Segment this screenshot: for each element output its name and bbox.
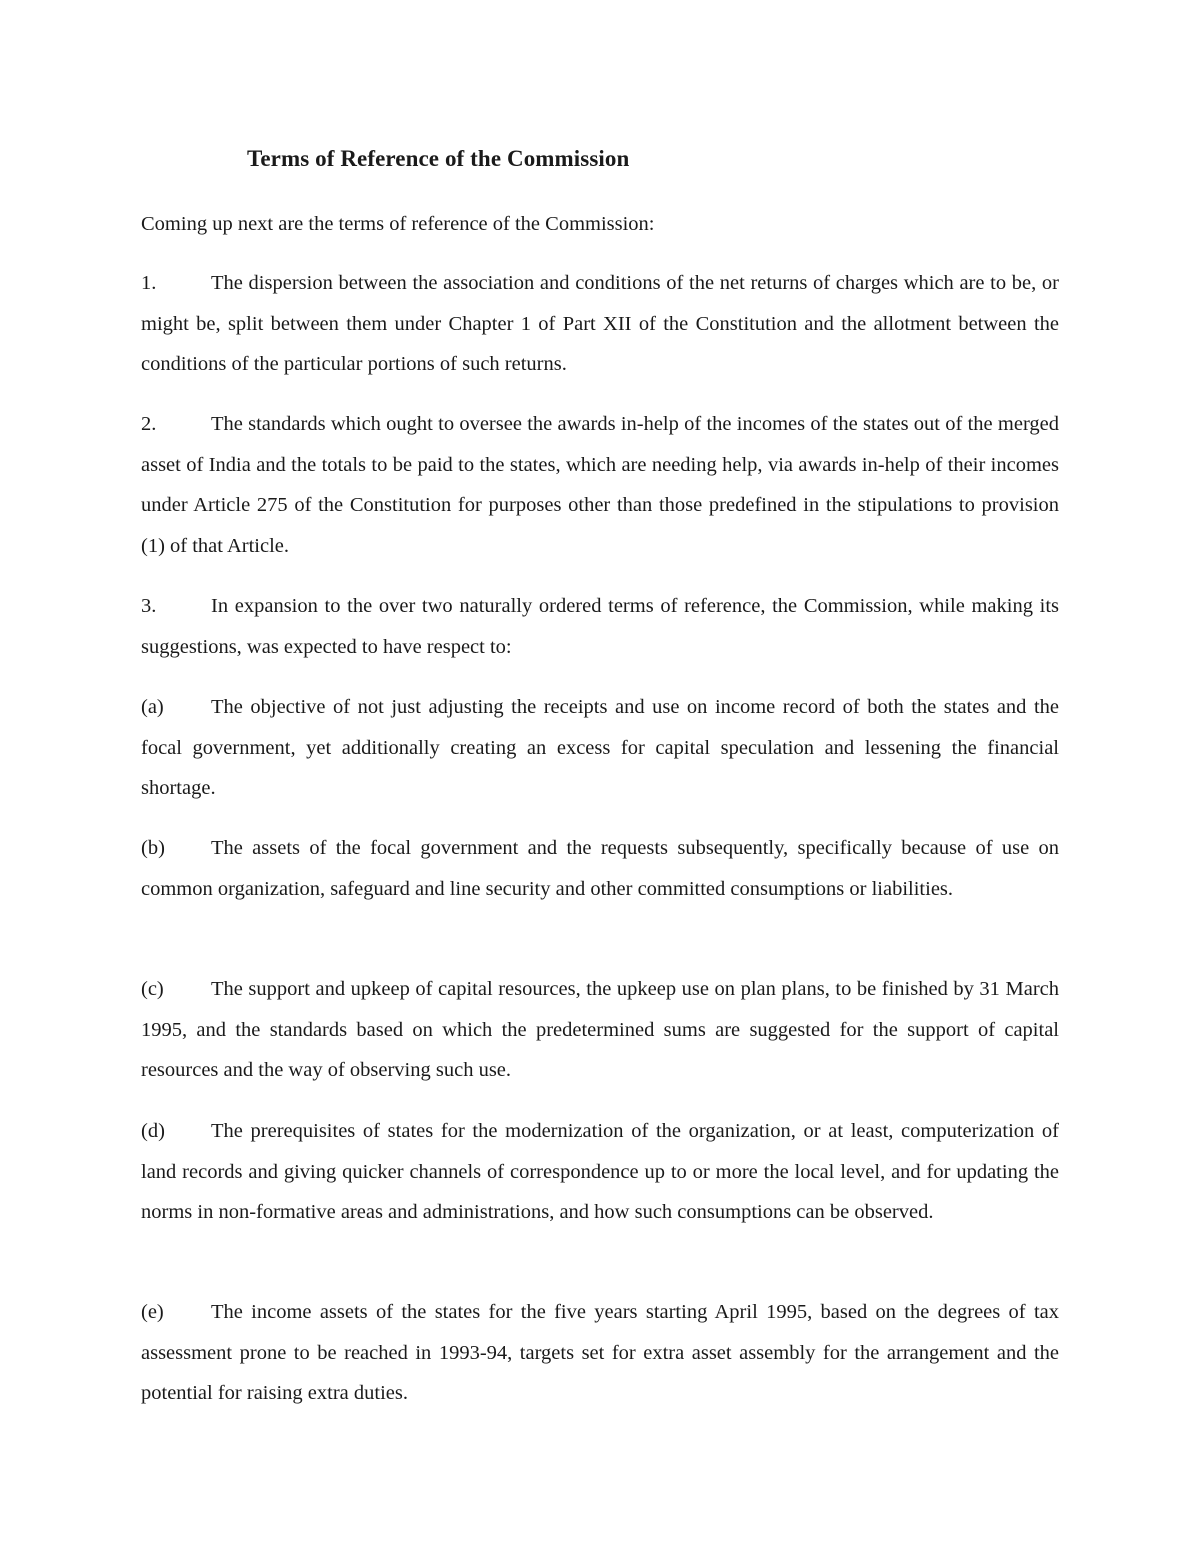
item-text: The support and upkeep of capital resources, the upkeep use on plan plans, to be finished by 31 March 1995, and the standards based on which the predetermined sums are suggested for the support of capital resources and the way of observing such use. bbox=[141, 978, 1059, 1081]
list-item-1 bbox=[141, 263, 1059, 385]
list-item-3 bbox=[141, 586, 1059, 667]
item-text: The assets of the focal government and the requests subsequently, specifically because of use on common organization, safeguard and line security and other committed consumptions or liabilities. bbox=[141, 837, 1059, 900]
list-item-e bbox=[141, 1292, 1059, 1414]
item-text: The income assets of the states for the five years starting April 1995, based on the degrees of tax assessment prone to be reached in 1993-94, targets set for extra asset assembly for the arrangement and the potential for raising extra duties. bbox=[141, 1301, 1059, 1404]
list-item-2 bbox=[141, 404, 1059, 566]
item-marker: (b) bbox=[141, 837, 165, 859]
item-marker: (e) bbox=[141, 1301, 164, 1323]
list-item-c bbox=[141, 969, 1059, 1091]
item-marker: (c) bbox=[141, 978, 164, 1000]
list-item-b bbox=[141, 828, 1059, 909]
item-marker: 1. bbox=[141, 272, 157, 294]
item-marker: (d) bbox=[141, 1120, 165, 1142]
item-marker: (a) bbox=[141, 696, 164, 718]
item-text: In expansion to the over two naturally ordered terms of reference, the Commission, while making its suggestions, was expected to have respect to: bbox=[141, 595, 1059, 658]
item-marker: 3. bbox=[141, 595, 157, 617]
intro-paragraph: Coming up next are the terms of reference of the Commission: bbox=[141, 213, 655, 235]
item-text: The dispersion between the association and conditions of the net returns of charges which are to be, or might be, split between them under Chapter 1 of Part XII of the Constitution and the allotment between the conditions of the particular portions of such returns. bbox=[141, 272, 1059, 375]
item-marker: 2. bbox=[141, 413, 157, 435]
item-text: The prerequisites of states for the modernization of the organization, or at least, computerization of land records and giving quicker channels of correspondence up to or more the local level, and for updating the norms in non-formative areas and administrations, and how such consumptions can be observed. bbox=[141, 1120, 1059, 1223]
item-text: The objective of not just adjusting the receipts and use on income record of both the states and the focal government, yet additionally creating an excess for capital speculation and lessening the financial shortage. bbox=[141, 696, 1059, 799]
document-title: Terms of Reference of the Commission bbox=[247, 146, 630, 171]
list-item-d bbox=[141, 1111, 1059, 1233]
list-item-a bbox=[141, 687, 1059, 809]
item-text: The standards which ought to oversee the awards in-help of the incomes of the states out of the merged asset of India and the totals to be paid to the states, which are needing help, via awards in-help of their incomes under Article 275 of the Constitution for purposes other than those predefined in the stipulations to provision (1) of that Article. bbox=[141, 413, 1059, 557]
